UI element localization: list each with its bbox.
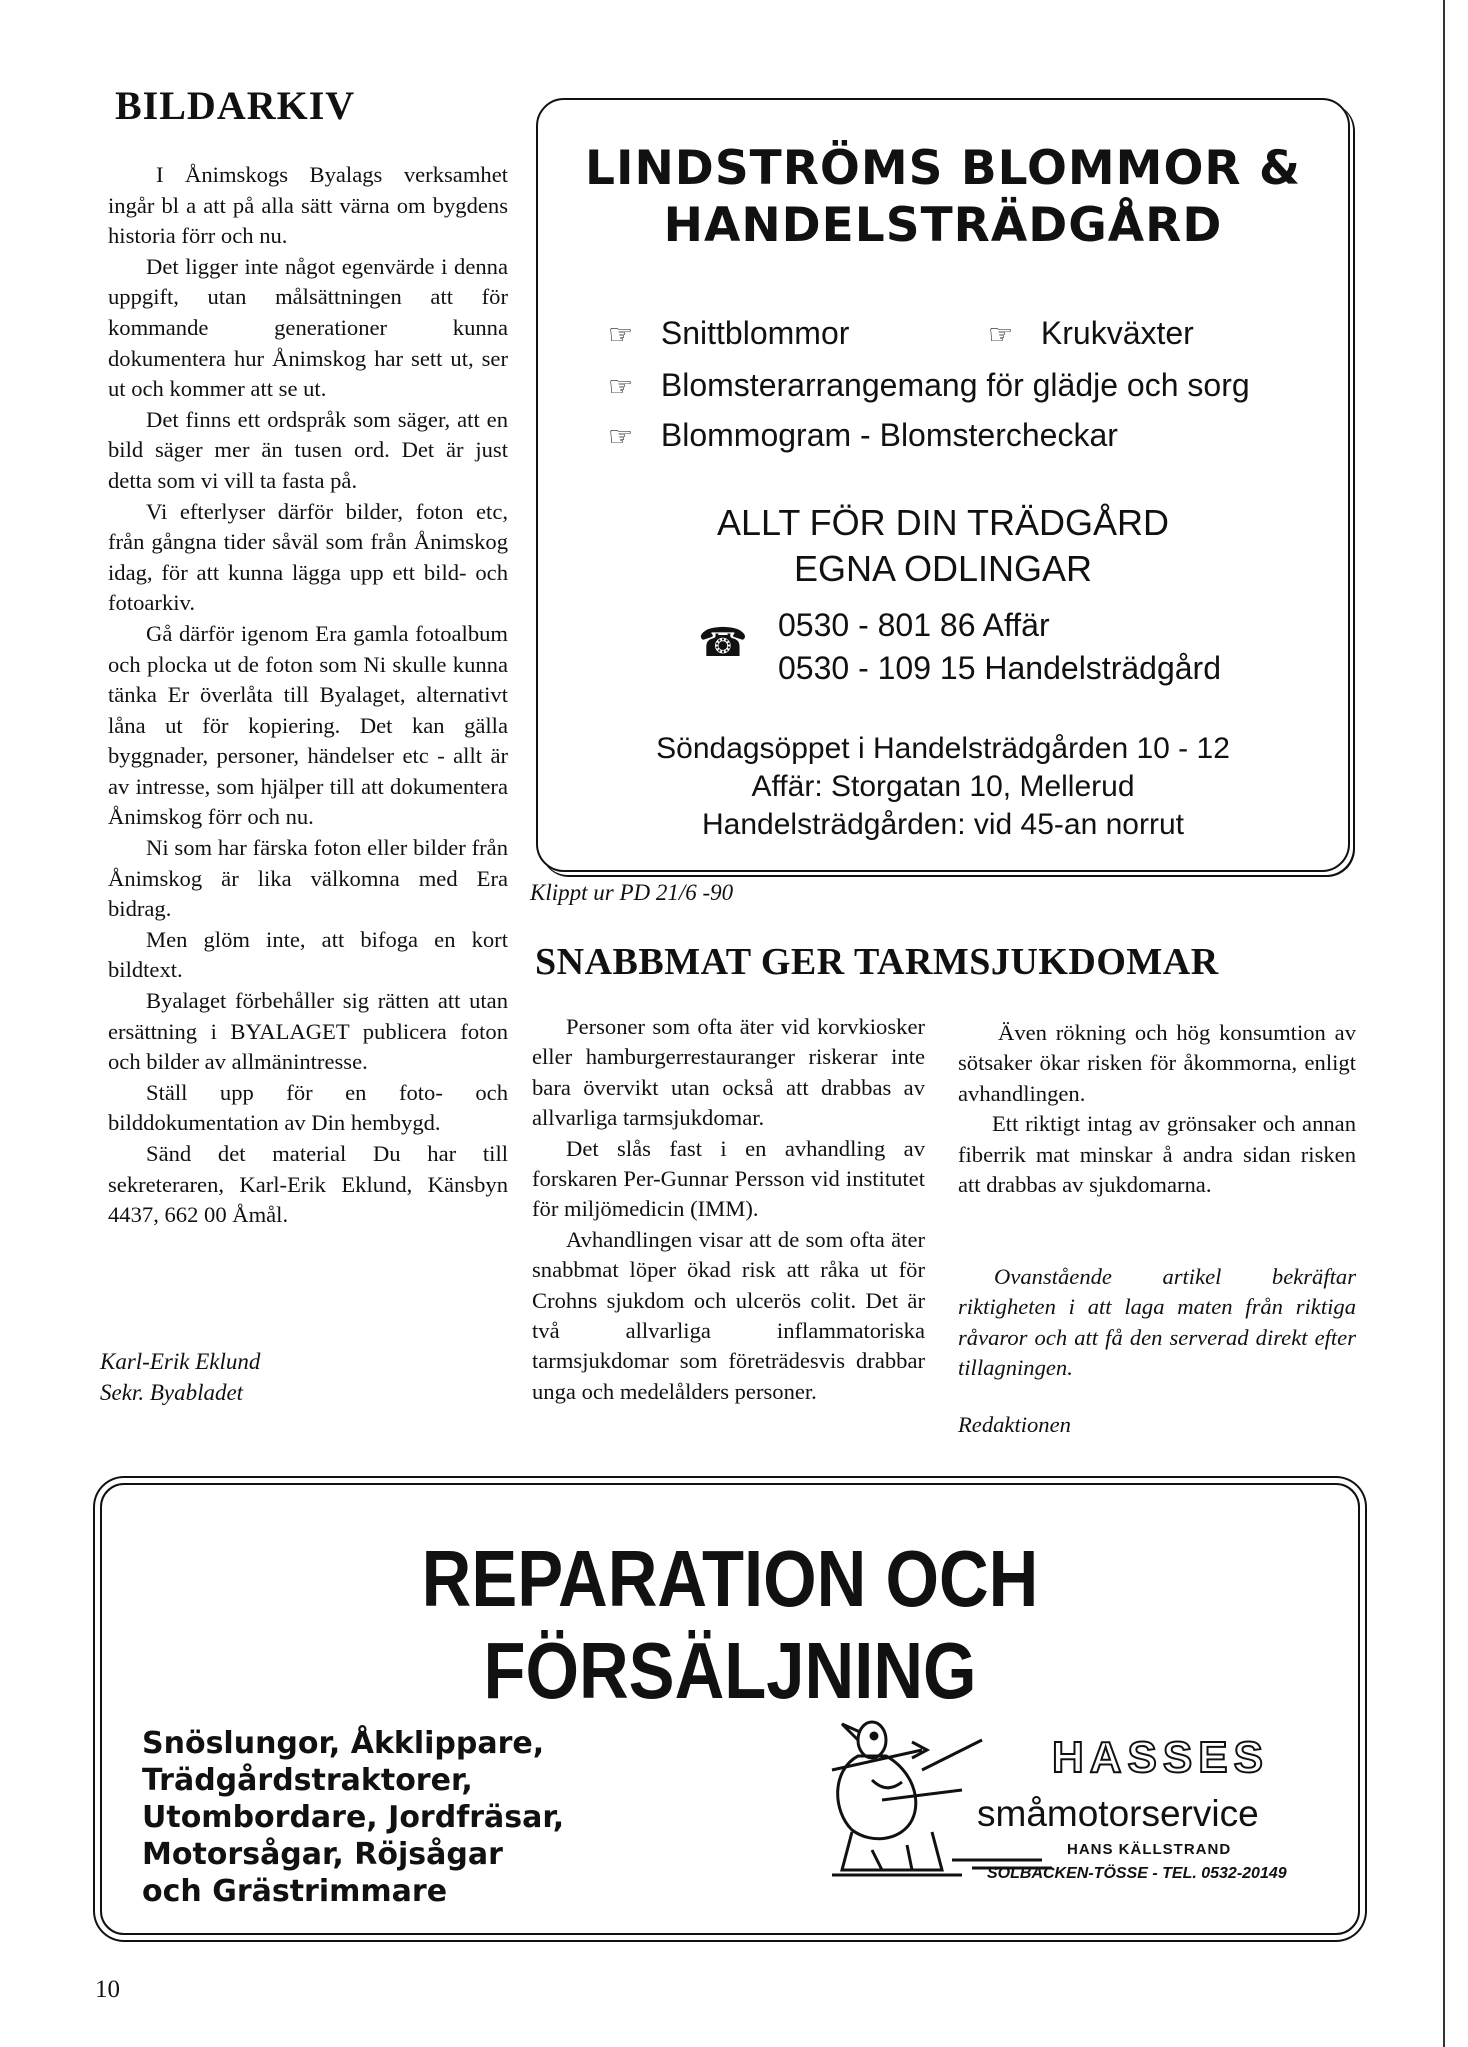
page-number: 10 — [95, 1976, 120, 2003]
lindstrom-title-line2: HANDELSTRÄDGÅRD — [663, 198, 1223, 253]
reparation-advert — [100, 1483, 1360, 1935]
product-line: Trädgårdstraktorer, — [142, 1763, 473, 1798]
bildarkiv-paragraph: I Ånimskogs Byalags verksamhet ingår bl a att på alla sätt värna om bygdens historia förr och nu. — [108, 162, 508, 249]
snabbmat-column-1 — [532, 1012, 925, 1407]
opening-hours: Söndagsöppet i Handelsträdgården 10 - 12 — [656, 732, 1230, 765]
lindstrom-ad-title — [538, 140, 1348, 254]
hasses-address: SOLBACKEN-TÖSSE - TEL. 0532-20149 — [987, 1865, 1287, 1882]
phone-number-shop: 0530 - 801 86 Affär — [778, 607, 1050, 643]
bildarkiv-paragraph: Vi efterlyser därför bilder, foton etc, från gångna tider såväl som från Ånimskog idag, för att kunna lägga upp ett bild- och fotoarkiv. — [108, 498, 508, 616]
snabbmat-title: SNABBMAT GER TARMSJUKDOMAR — [535, 941, 1219, 983]
lindstrom-bullet — [988, 313, 1194, 355]
pointing-hand-icon: ☞ — [608, 371, 634, 402]
bildarkiv-paragraph: Byalaget förbehåller sig rätten att utan ersättning i BYALAGET publicera foton och bilder av allmänintresse. — [108, 988, 508, 1075]
product-line: Motorsågar, Röjsågar — [142, 1837, 503, 1872]
snabbmat-paragraph: Det slås fast i en avhandling av forskaren Per-Gunnar Persson vid institutet för miljömedicin (IMM). — [532, 1135, 925, 1222]
pointing-hand-icon: ☞ — [608, 319, 634, 350]
garden-directions: Handelsträdgården: vid 45-an norrut — [702, 808, 1184, 841]
slogan-line2: EGNA ODLINGAR — [793, 548, 1093, 589]
product-line: Snöslungor, Åkklippare, — [142, 1726, 545, 1761]
editor-note — [958, 1262, 1356, 1384]
bildarkiv-paragraph: Men glöm inte, att bifoga en kort bildtext. — [108, 926, 508, 983]
reparation-title: REPARATION OCH FÖRSÄLJNING — [421, 1534, 1039, 1715]
phone-number-garden: 0530 - 109 15 Handelsträdgård — [778, 650, 1221, 686]
lindstrom-bullet — [608, 415, 1118, 457]
clip-source-note: Klippt ur PD 21/6 -90 — [530, 880, 734, 905]
bullet-label: Blomsterarrangemang för glädje och sorg — [660, 367, 1250, 403]
lindstrom-phones — [778, 604, 1221, 690]
snabbmat-column-2 — [958, 1018, 1356, 1200]
snabbmat-paragraph: Avhandlingen visar att de som ofta äter snabbmat löper ökad risk att råka ut för Crohns sjukdom och ulcerös colit. Det är två allvarliga inflammatoriska tarmsjukdomar som företrädesvis drabbar unga och medelålders personer. — [532, 1226, 925, 1404]
page-edge-rule — [1443, 0, 1445, 2047]
snabbmat-paragraph: Ett riktigt intag av grönsaker och annan fiberrik mat minskar å andra sidan risken att drabbas av sjukdomarna. — [958, 1111, 1356, 1198]
pointing-hand-icon: ☞ — [608, 421, 634, 452]
editor-signature: Redaktionen — [958, 1412, 1071, 1437]
signature-author: Karl-Erik Eklund — [100, 1349, 261, 1374]
lindstrom-hours — [538, 730, 1348, 844]
bildarkiv-paragraph: Ni som har färska foton eller bilder från Ånimskog är lika välkomna med Era bidrag. — [108, 835, 508, 922]
shop-address: Affär: Storgatan 10, Mellerud — [751, 770, 1135, 803]
lindstrom-title-line1: LINDSTRÖMS BLOMMOR & — [585, 141, 1301, 196]
signature-role: Sekr. Byabladet — [100, 1380, 244, 1405]
reparation-product-list — [142, 1725, 564, 1910]
bildarkiv-paragraph: Ställ upp för en foto- och bilddokumentation av Din hembygd. — [108, 1079, 508, 1136]
bildarkiv-paragraph: Gå därför igenom Era gamla fotoalbum och plocka ut de foton som Ni skulle kunna tänka Er överlåta till Byalaget, alternativt låna ut för kopiering. Det kan gälla byggnader, personer, händelser etc - allt är av intresse, som hjälper till att dokumentera Ånimskog förr och nu. — [108, 620, 508, 830]
bildarkiv-paragraph: Sänd det material Du har till sekreteraren, Karl-Erik Eklund, Känsbyn 4437, 662 00 Åmål. — [108, 1141, 508, 1228]
product-line: och Grästrimmare — [142, 1874, 448, 1909]
bullet-label: Snittblommor — [660, 315, 850, 351]
bullet-label: Blommogram - Blomstercheckar — [660, 417, 1118, 453]
lindstrom-advert — [536, 98, 1350, 872]
lindstrom-slogan — [538, 500, 1348, 592]
telephone-icon: ☎ — [698, 621, 748, 665]
lindstrom-bullet — [608, 313, 849, 355]
hasses-company-subtitle: småmotorservice — [977, 1793, 1259, 1834]
bildarkiv-paragraph: Det finns ett ordspråk som säger, att en bild säger mer än tusen ord. Det är just detta som vi vill ta fasta på. — [108, 406, 508, 493]
bildarkiv-title: BILDARKIV — [115, 83, 356, 128]
snabbmat-paragraph: Personer som ofta äter vid korvkiosker eller hamburgerrestauranger riskerar inte bara övervikt utan också att drabbas av allvarliga tarmsjukdomar. — [532, 1014, 925, 1131]
hasses-owner: HANS KÄLLSTRAND — [1067, 1841, 1232, 1858]
slogan-line1: ALLT FÖR DIN TRÄDGÅRD — [716, 502, 1170, 543]
pointing-hand-icon: ☞ — [988, 319, 1014, 350]
editor-note-text: Ovanstående artikel bekräftar riktigheten i att laga maten från riktiga råvaror och att få den serverad direkt efter tillagningen. — [958, 1264, 1356, 1381]
bildarkiv-paragraph: Det ligger inte något egenvärde i denna uppgift, utan målsättningen att för kommande generationer kunna dokumentera hur Ånimskog har sett ut, ser ut och kommer att se ut. — [108, 253, 508, 402]
hasses-company-name: HASSES — [1052, 1733, 1269, 1782]
snabbmat-paragraph: Även rökning och hög konsumtion av sötsaker ökar risken för åkommorna, enligt avhandlingen. — [958, 1020, 1356, 1106]
bildarkiv-body — [108, 160, 508, 1231]
bullet-label: Krukväxter — [1040, 315, 1194, 351]
bildarkiv-signature — [100, 1346, 260, 1408]
product-line: Utombordare, Jordfräsar, — [142, 1800, 565, 1835]
lindstrom-bullet — [608, 365, 1250, 407]
